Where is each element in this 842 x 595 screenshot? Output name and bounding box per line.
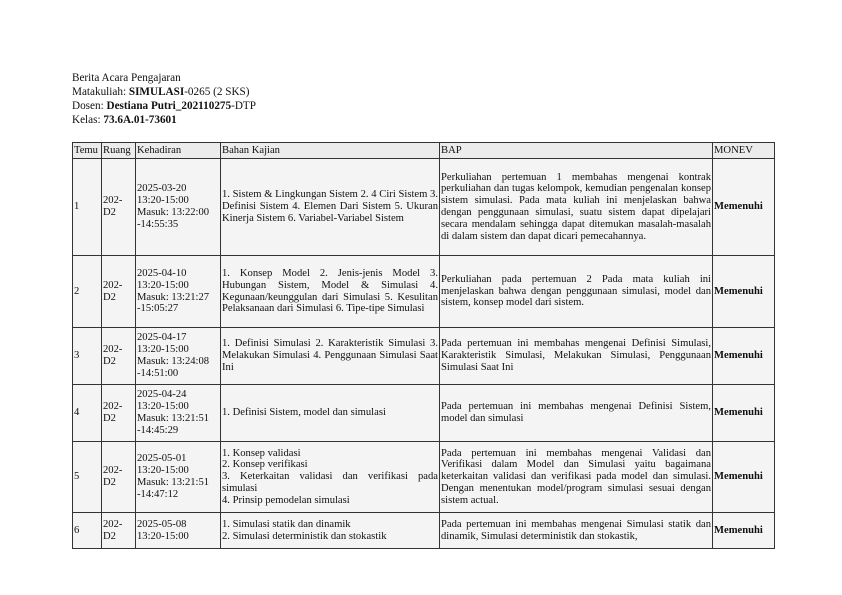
- table-row: [73, 385, 775, 442]
- table-row: [73, 256, 775, 328]
- kehadiran-line: 13:20-15:00: [137, 344, 189, 356]
- cell-bap: Pada pertemuan ini membahas mengenai Validasi dan Verifikasi dalam Model dan Simulasi yaitu bagaimana keterkaitan validasi dan verifikasi pada model dan simulasi. Dengan menentukan model/program simulasi sesuai dengan sistem actual.: [440, 442, 713, 513]
- lecturer-name: Destiana Putri_202110275: [106, 100, 232, 112]
- cell-bahan-kajian: [221, 513, 440, 549]
- cell-kehadiran: [136, 385, 221, 442]
- kehadiran-line: 13:20-15:00: [137, 530, 189, 542]
- cell-temu: 2: [73, 256, 102, 328]
- cell-ruang: 202-D2: [102, 385, 136, 442]
- kehadiran-line: -15:05:27: [137, 303, 179, 315]
- bahan-kajian-line: 1. Simulasi statik dan dinamik: [222, 518, 351, 530]
- bahan-kajian-line: 2. Simulasi deterministik dan stokastik: [222, 530, 387, 542]
- cell-bahan-kajian: [221, 385, 440, 442]
- bahan-kajian-line: 3. Keterkaitan validasi dan verifikasi pada simulasi: [222, 471, 438, 494]
- kehadiran-line: -14:47:12: [137, 488, 179, 500]
- table-row: [73, 442, 775, 513]
- bahan-kajian-line: 1. Konsep Model 2. Jenis-jenis Model 3. Hubungan Sistem, Model & Simulasi 4. Kegunaan/keunggulan dari Simulasi 5. Kesulitan Pelaksanaan dari Simulasi 6. Tipe-tipe Simulasi: [222, 267, 438, 315]
- cell-monev: Memenuhi: [713, 159, 775, 256]
- kehadiran-line: 2025-05-08: [137, 518, 187, 530]
- cell-kehadiran: [136, 256, 221, 328]
- cell-bap: Perkuliahan pada pertemuan 2 Pada mata kuliah ini menjelaskan bahwa dengan penggunaan simulasi, model dan sistem, konsep model dari sistem.: [440, 256, 713, 328]
- col-header-bap: BAP: [440, 143, 713, 159]
- cell-temu: 5: [73, 442, 102, 513]
- cell-temu: 1: [73, 159, 102, 256]
- cell-temu: 4: [73, 385, 102, 442]
- kehadiran-line: -14:55:35: [137, 218, 179, 230]
- class-label: Kelas:: [72, 114, 104, 126]
- kehadiran-line: 13:20-15:00: [137, 195, 189, 207]
- cell-bahan-kajian: [221, 328, 440, 385]
- kehadiran-line: 13:20-15:00: [137, 465, 189, 477]
- cell-bahan-kajian: [221, 256, 440, 328]
- kehadiran-line: 2025-03-20: [137, 183, 187, 195]
- bahan-kajian-line: 1. Definisi Simulasi 2. Karakteristik Simulasi 3. Melakukan Simulasi 4. Penggunaan Simulasi Saat Ini: [222, 338, 438, 373]
- report-header: [72, 71, 256, 127]
- teaching-report-table: [72, 142, 775, 549]
- bahan-kajian-line: 1. Definisi Sistem, model dan simulasi: [222, 407, 386, 419]
- cell-ruang: 202-D2: [102, 159, 136, 256]
- kehadiran-line: Masuk: 13:21:51: [137, 413, 210, 424]
- cell-bap: Pada pertemuan ini membahas mengenai Simulasi statik dan dinamik, Simulasi deterministik dan stokastik,: [440, 513, 713, 549]
- cell-monev: Memenuhi: [713, 256, 775, 328]
- kehadiran-line: Masuk: 13:24:08: [137, 356, 210, 367]
- kehadiran-line: 2025-05-01: [137, 453, 187, 465]
- cell-bap: Perkuliahan pertemuan 1 membahas mengenai kontrak perkuliahan dan tugas kelompok, kemudian pengenalan konsep sistem simulasi. Pada mata kuliah ini menjelaskan bahwa dengan penggunaan simulasi, suatu sistem dapat dipelajari secara mendalam sehingga dapat ditemukan masalah-masalah di dalam sistem dan dapat dicari pemecahannya.: [440, 159, 713, 256]
- report-title: Berita Acara Pengajaran: [72, 72, 181, 84]
- class-line: [72, 113, 256, 127]
- cell-bap: Pada pertemuan ini membahas mengenai Definisi Simulasi, Karakteristik Simulasi, Melakukan Simulasi, Penggunaan Simulasi Saat Ini: [440, 328, 713, 385]
- col-header-ruang: Ruang: [102, 143, 136, 159]
- cell-kehadiran: [136, 328, 221, 385]
- bahan-kajian-line: 1. Sistem & Lingkungan Sistem 2. 4 Ciri Sistem 3. Definisi Sistem 4. Elemen Dari Sistem 5. Ukuran Kinerja Sistem 6. Variabel-Variabel Sistem: [222, 189, 438, 224]
- bahan-kajian-line: 2. Konsep verifikasi: [222, 459, 308, 471]
- bahan-kajian-line: 4. Prinsip pemodelan simulasi: [222, 494, 350, 506]
- bahan-kajian-line: 1. Konsep validasi: [222, 447, 301, 459]
- table-header-row: [73, 143, 775, 159]
- cell-monev: Memenuhi: [713, 328, 775, 385]
- kehadiran-line: 13:20-15:00: [137, 279, 189, 291]
- lecturer-code: -DTP: [231, 100, 256, 112]
- cell-monev: Memenuhi: [713, 442, 775, 513]
- kehadiran-line: -14:51:00: [137, 367, 179, 379]
- cell-ruang: 202-D2: [102, 442, 136, 513]
- table-row: [73, 328, 775, 385]
- class-value: 73.6A.01-73601: [103, 114, 177, 126]
- cell-monev: Memenuhi: [713, 513, 775, 549]
- kehadiran-line: Masuk: 13:22:00: [137, 207, 210, 218]
- cell-bahan-kajian: [221, 159, 440, 256]
- cell-kehadiran: [136, 442, 221, 513]
- kehadiran-line: 2025-04-10: [137, 267, 187, 279]
- cell-monev: Memenuhi: [713, 385, 775, 442]
- course-code: -0265 (2 SKS): [184, 86, 250, 98]
- cell-ruang: 202-D2: [102, 256, 136, 328]
- col-header-temu: Temu: [73, 143, 102, 159]
- cell-kehadiran: [136, 159, 221, 256]
- cell-temu: 3: [73, 328, 102, 385]
- col-header-monev: MONEV: [713, 143, 775, 159]
- lecturer-line: [72, 99, 256, 113]
- lecturer-label: Dosen:: [72, 100, 107, 112]
- table-row: [73, 159, 775, 256]
- cell-ruang: 202-D2: [102, 328, 136, 385]
- course-name: SIMULASI: [128, 86, 185, 98]
- kehadiran-line: Masuk: 13:21:27: [137, 291, 210, 303]
- cell-kehadiran: [136, 513, 221, 549]
- cell-ruang: 202-D2: [102, 513, 136, 549]
- course-label: Matakuliah:: [72, 86, 129, 98]
- kehadiran-line: 2025-04-24: [137, 389, 187, 401]
- kehadiran-line: 13:20-15:00: [137, 401, 189, 413]
- col-header-bahan-kajian: Bahan Kajian: [221, 143, 440, 159]
- kehadiran-line: -14:45:29: [137, 424, 179, 436]
- kehadiran-line: Masuk: 13:21:51: [137, 477, 210, 488]
- kehadiran-line: 2025-04-17: [137, 332, 187, 344]
- course-line: [72, 85, 256, 99]
- col-header-kehadiran: Kehadiran: [136, 143, 221, 159]
- cell-bap: Pada pertemuan ini membahas mengenai Definisi Sistem, model dan simulasi: [440, 385, 713, 442]
- cell-temu: 6: [73, 513, 102, 549]
- cell-bahan-kajian: [221, 442, 440, 513]
- table-row: [73, 513, 775, 549]
